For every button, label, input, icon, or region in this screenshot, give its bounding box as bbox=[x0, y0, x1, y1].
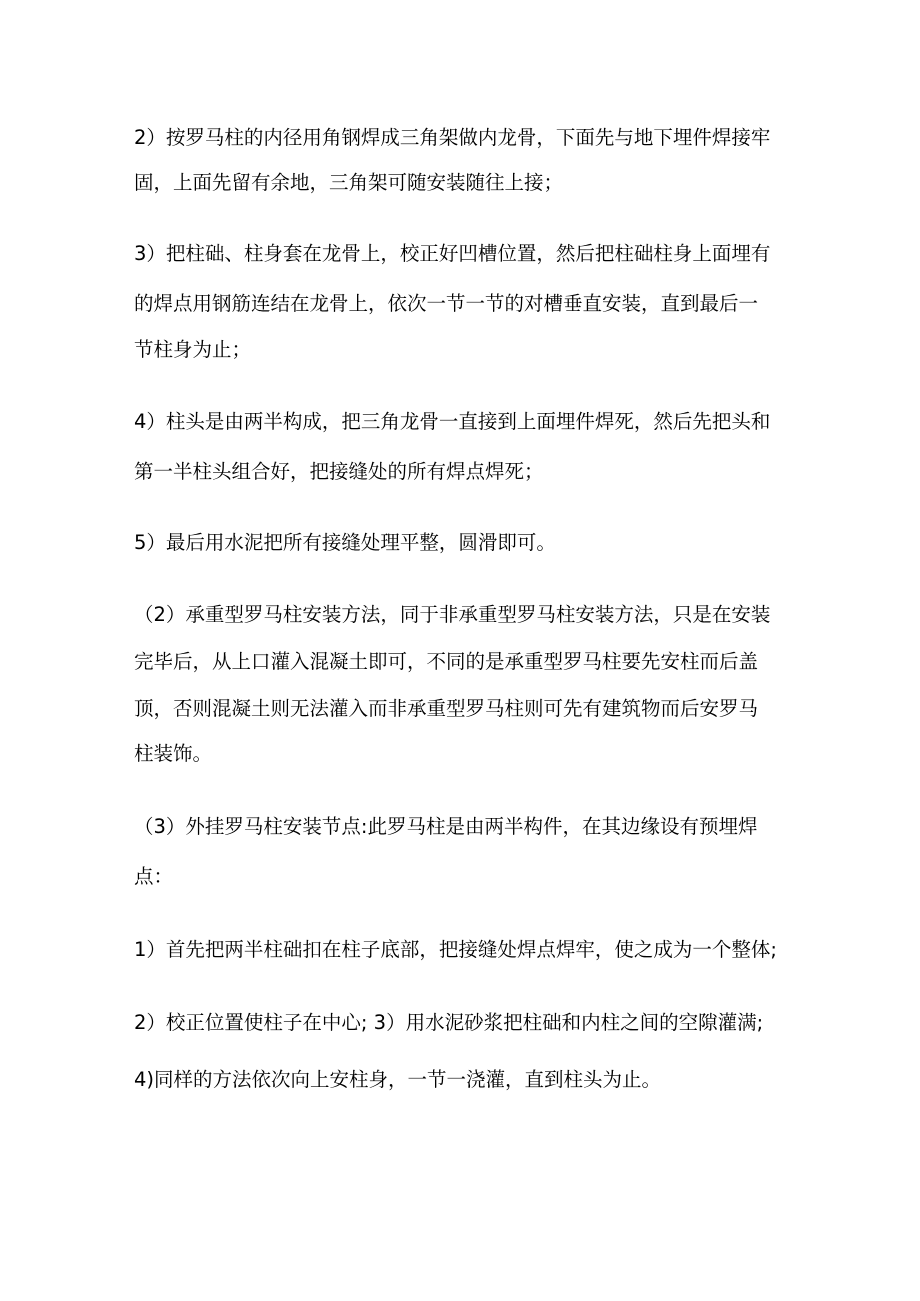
text-line: 2）校正位置使柱子在中心; 3）用水泥砂浆把柱础和内柱之间的空隙灌满; bbox=[134, 1011, 764, 1034]
text-line: 3）把柱础、柱身套在龙骨上，校正好凹槽位置，然后把柱础柱身上面埋有 bbox=[134, 242, 771, 265]
text-line: 完毕后，从上口灌入混凝土即可，不同的是承重型罗马柱要先安柱而后盖 bbox=[134, 650, 759, 673]
text-line: 4）柱头是由两半构成，把三角龙骨一直接到上面埋件焊死，然后先把头和 bbox=[134, 410, 771, 433]
text-line: （3）外挂罗马柱安装节点:此罗马柱是由两半构件，在其边缘设有预埋焊 bbox=[134, 815, 758, 838]
text-line: 固，上面先留有余地，三角架可随安装随往上接； bbox=[134, 171, 564, 194]
text-line: 第一半柱头组合好，把接缝处的所有焊点焊死； bbox=[134, 460, 544, 483]
text-line: 2）按罗马柱的内径用角钢焊成三角架做内龙骨，下面先与地下埋件焊接牢 bbox=[134, 126, 771, 149]
text-line: 顶，否则混凝土则无法灌入而非承重型罗马柱则可先有建筑物而后安罗马 bbox=[134, 697, 759, 720]
text-line: 4)同样的方法依次向上安柱身，一节一浇灌，直到柱头为止。 bbox=[134, 1068, 662, 1091]
text-line: 1）首先把两半柱础扣在柱子底部，把接缝处焊点焊牢，使之成为一个整体; bbox=[134, 938, 777, 961]
text-line: 5）最后用水泥把所有接缝处理平整，圆滑即可。 bbox=[134, 531, 556, 554]
text-line: 点： bbox=[134, 865, 174, 888]
text-line: （2）承重型罗马柱安装方法，同于非承重型罗马柱安装方法，只是在安装 bbox=[134, 603, 771, 626]
text-line: 柱装饰。 bbox=[134, 742, 213, 765]
text-line: 的焊点用钢筋连结在龙骨上，依次一节一节的对槽垂直安装，直到最后一 bbox=[134, 292, 759, 315]
text-line: 节柱身为止； bbox=[134, 338, 252, 361]
